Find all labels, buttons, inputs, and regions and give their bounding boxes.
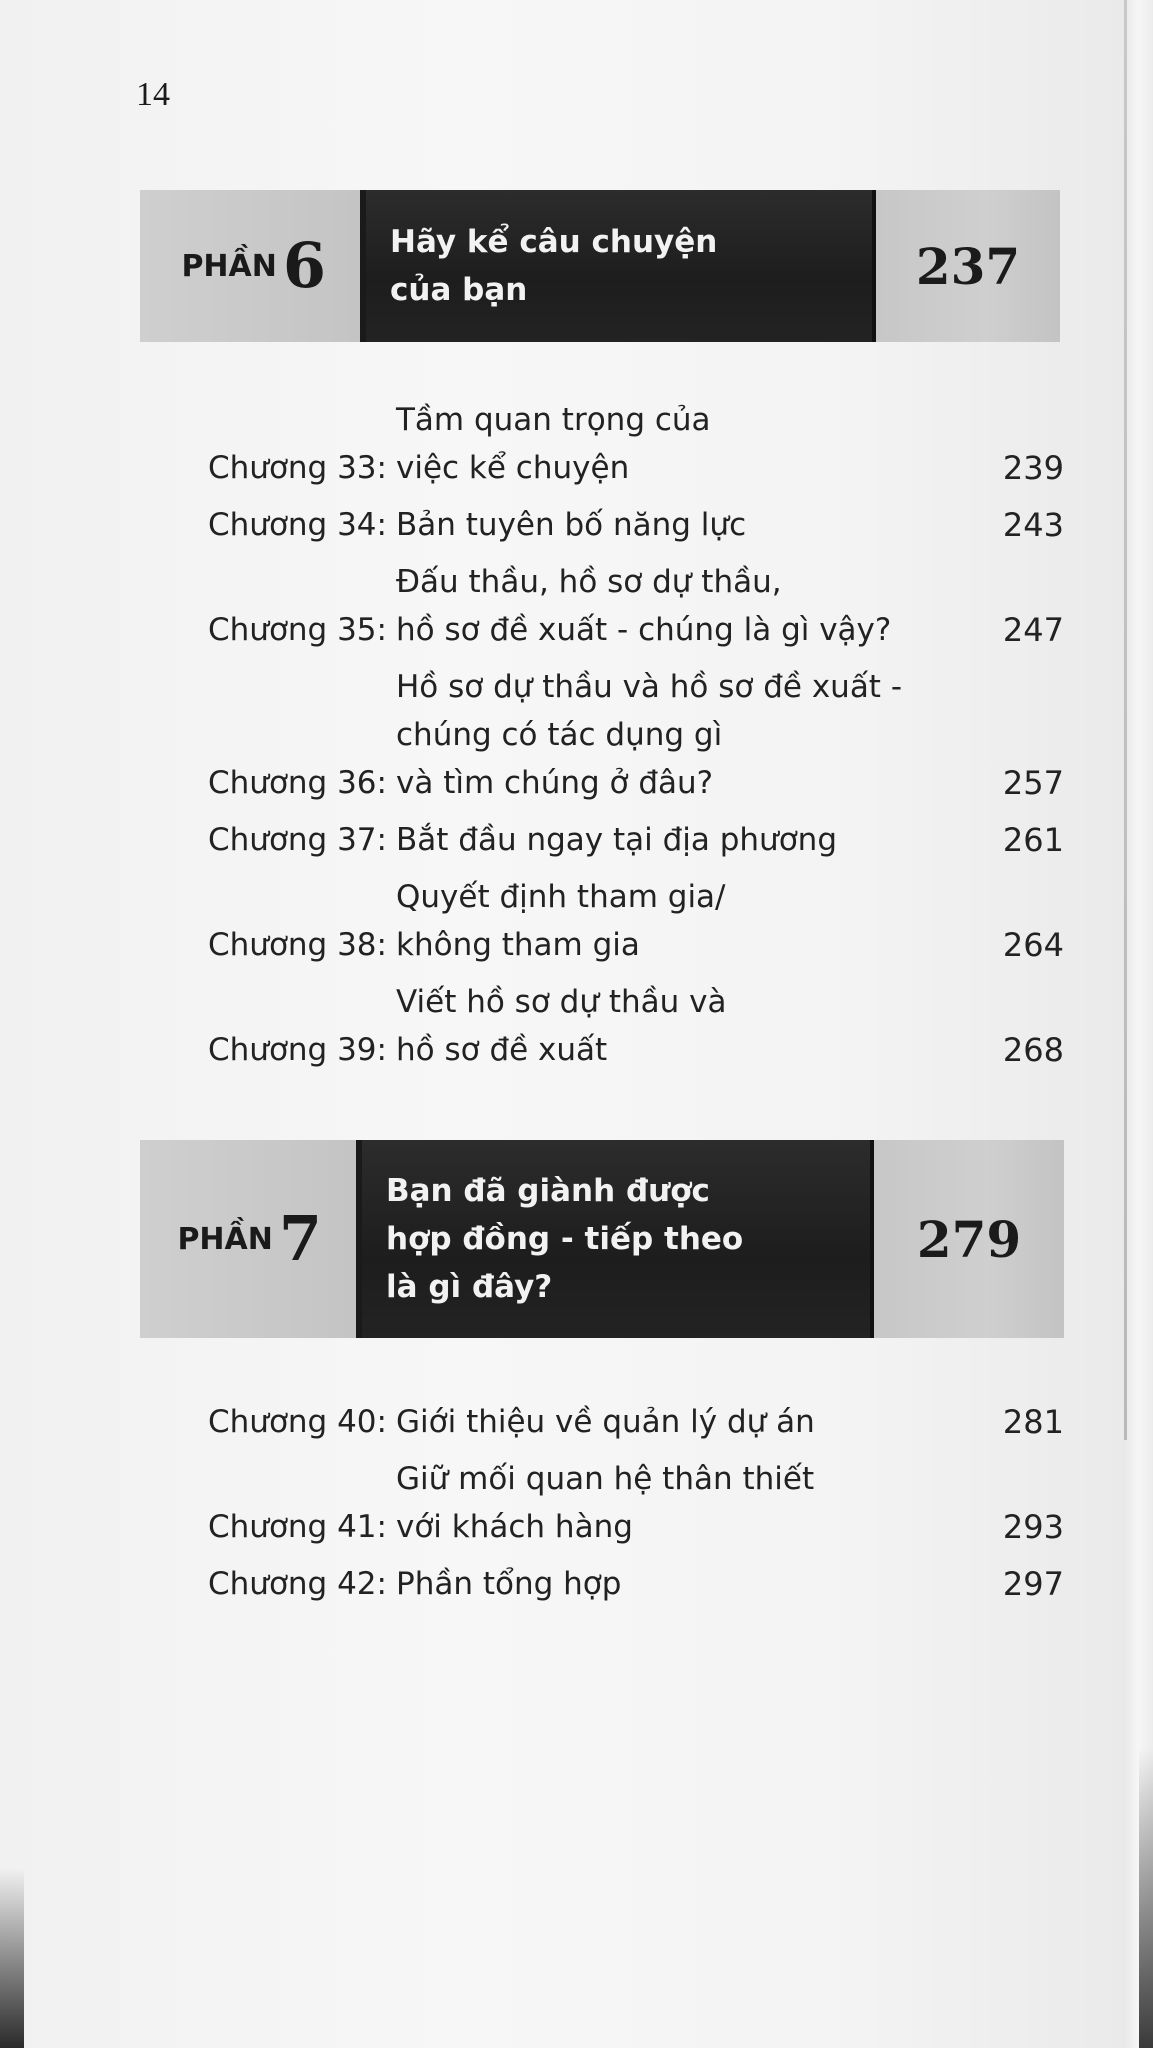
chapter-title [388, 978, 954, 1074]
chapter-number: Chương 40: [208, 1404, 387, 1440]
chapter-title-line: Tầm quan trọng của [396, 402, 711, 438]
chapter-page: 247 [1002, 611, 1064, 649]
part-6-page: 237 [876, 190, 1060, 342]
chapter-title [388, 558, 954, 654]
part-6-banner [140, 190, 1060, 342]
toc-entry-35 [208, 558, 1064, 654]
chapter-title-line: Hồ sơ dự thầu và hồ sơ đề xuất - [396, 669, 903, 705]
part-7-page: 279 [874, 1140, 1064, 1338]
toc-entry-33 [208, 396, 1064, 492]
part-7-chapter-list [208, 1398, 1064, 1617]
page-edge [1123, 0, 1153, 2048]
chapter-number: Chương 41: [208, 1509, 387, 1545]
chapter-number: Chương 36: [208, 765, 387, 801]
part-title-line: hợp đồng - tiếp theo [386, 1221, 744, 1257]
part-title-line: là gì đây? [386, 1269, 553, 1305]
chapter-number: Chương 35: [208, 612, 387, 648]
chapter-title-line: và tìm chúng ở đâu? [396, 765, 714, 801]
part-title-line: Hãy kể câu chuyện [390, 224, 718, 260]
toc-entry-40 [208, 1398, 1064, 1446]
chapter-page: 257 [1002, 764, 1064, 802]
chapter-page: 261 [1002, 821, 1064, 859]
part-number: 6 [282, 229, 326, 302]
chapter-number: Chương 37: [208, 822, 387, 858]
chapter-title-line: Bắt đầu ngay tại địa phương [396, 822, 837, 858]
part-6-title [366, 190, 876, 342]
chapter-title-line: Bản tuyên bố năng lực [396, 507, 747, 543]
toc-entry-34 [208, 501, 1064, 549]
chapter-page: 293 [1002, 1508, 1064, 1546]
chapter-title-line: Quyết định tham gia/ [396, 879, 726, 915]
toc-entry-39 [208, 978, 1064, 1074]
page-edge-shadow [1124, 0, 1127, 1440]
chapter-title-line: Đấu thầu, hồ sơ dự thầu, [396, 564, 782, 600]
part-7-title [362, 1140, 874, 1338]
chapter-title [388, 501, 954, 549]
part-word: PHẦN [181, 248, 277, 284]
chapter-title-line: chúng có tác dụng gì [396, 717, 723, 753]
toc-entry-37 [208, 816, 1064, 864]
chapter-title [388, 1455, 954, 1551]
chapter-page: 243 [1002, 506, 1064, 544]
chapter-title-line: Viết hồ sơ dự thầu và [396, 984, 727, 1020]
toc-entry-38 [208, 873, 1064, 969]
part-7-banner [140, 1140, 1064, 1338]
chapter-title-line: việc kể chuyện [396, 450, 630, 486]
page-number: 14 [136, 76, 170, 113]
chapter-page: 281 [1002, 1403, 1064, 1441]
chapter-number: Chương 39: [208, 1032, 387, 1068]
chapter-page: 297 [1002, 1565, 1064, 1603]
chapter-title [388, 873, 954, 969]
part-6-label [140, 190, 366, 342]
part-title-line: Bạn đã giành được [386, 1173, 710, 1209]
scan-shadow [0, 1868, 24, 2048]
part-7-label [140, 1140, 362, 1338]
toc-entry-36 [208, 663, 1064, 807]
chapter-page: 268 [1002, 1031, 1064, 1069]
chapter-title [388, 1398, 954, 1446]
chapter-title-line: Giới thiệu về quản lý dự án [396, 1404, 815, 1440]
chapter-title-line: Giữ mối quan hệ thân thiết [396, 1461, 815, 1497]
toc-entry-42 [208, 1560, 1064, 1608]
chapter-title-line: hồ sơ đề xuất [396, 1032, 608, 1068]
part-title-line: của bạn [390, 272, 528, 308]
toc-entry-41 [208, 1455, 1064, 1551]
chapter-title-line: không tham gia [396, 927, 640, 963]
chapter-title-line: hồ sơ đề xuất - chúng là gì vậy? [396, 612, 892, 648]
chapter-number: Chương 42: [208, 1566, 387, 1602]
part-word: PHẦN [177, 1221, 273, 1257]
chapter-number: Chương 34: [208, 507, 387, 543]
chapter-page: 264 [1002, 926, 1064, 964]
chapter-title-line: với khách hàng [396, 1509, 633, 1545]
chapter-title [388, 663, 954, 807]
chapter-title [388, 816, 954, 864]
chapter-title [388, 1560, 954, 1608]
part-number: 7 [278, 1202, 322, 1275]
chapter-number: Chương 33: [208, 450, 387, 486]
chapter-title-line: Phần tổng hợp [396, 1566, 622, 1602]
part-6-chapter-list [208, 396, 1064, 1083]
chapter-page: 239 [1002, 449, 1064, 487]
chapter-number: Chương 38: [208, 927, 387, 963]
chapter-title [388, 396, 954, 492]
scan-shadow [1139, 1748, 1153, 2048]
